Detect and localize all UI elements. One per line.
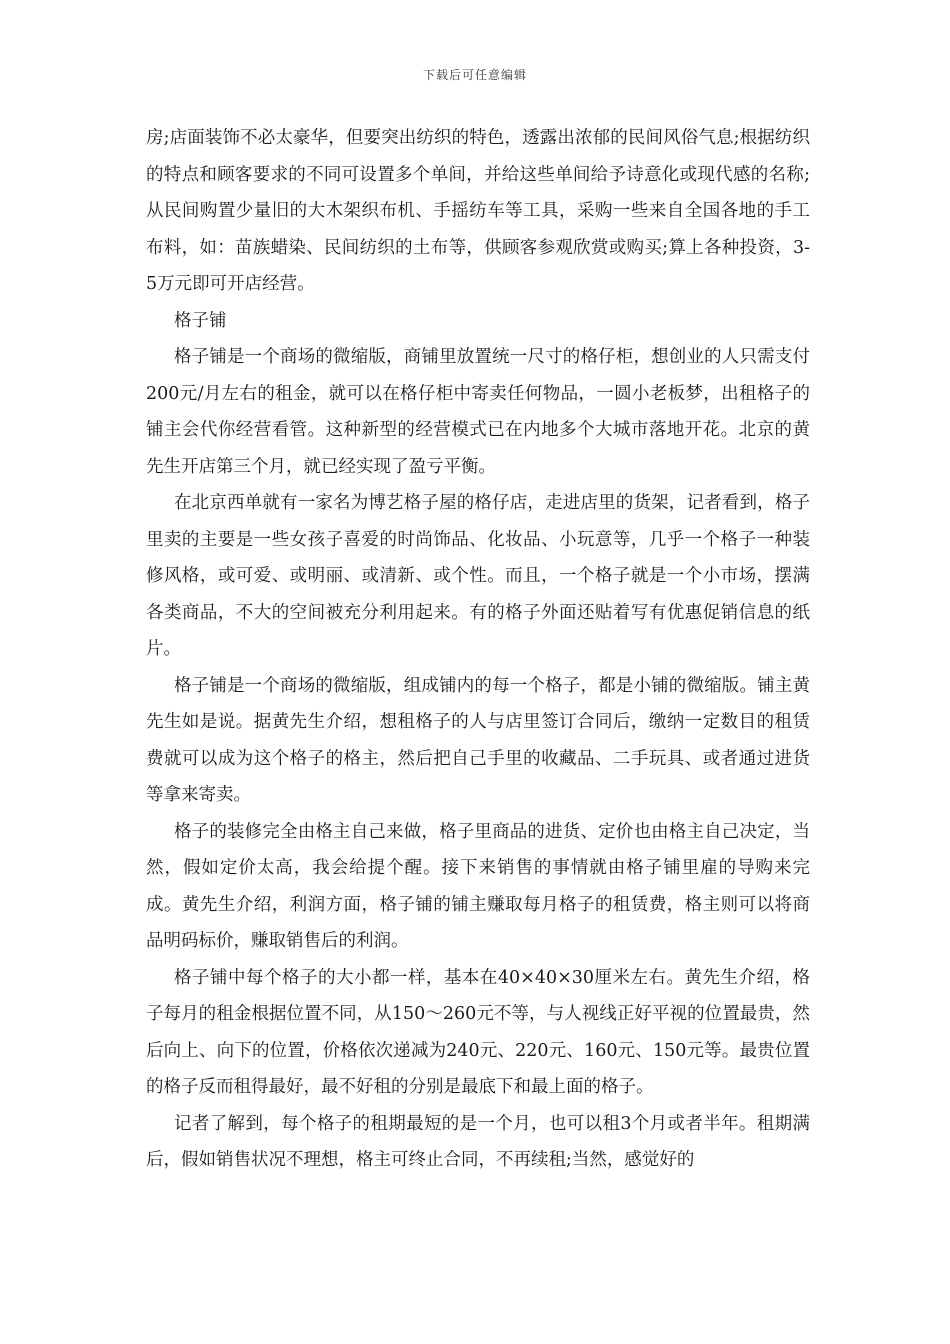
paragraph: 格子铺是一个商场的微缩版，商铺里放置统一尺寸的格仔柜，想创业的人只需支付200元/月左右的租金，就可以在格仔柜中寄卖任何物品，一圆小老板梦，出租格子的铺主会代你经营看管。这种新型的经营模式已在内地多个大城市落地开花。北京的黄先生开店第三个月，就已经实现了盈亏平衡。 (146, 347, 810, 477)
document-body (146, 120, 810, 1179)
paragraph: 格子的装修完全由格主自己来做，格子里商品的进货、定价也由格主自己决定，当然，假如定价太高，我会给提个醒。接下来销售的事情就由格子铺里雇的导购来完成。黄先生介绍，利润方面，格子铺的铺主赚取每月格子的租赁费，格主则可以将商品明码标价，赚取销售后的利润。 (146, 821, 810, 951)
page-header-note: 下载后可任意编辑 (422, 68, 527, 82)
paragraph: 在北京西单就有一家名为博艺格子屋的格仔店，走进店里的货架，记者看到，格子里卖的主要是一些女孩子喜爱的时尚饰品、化妆品、小玩意等，几乎一个格子一种装修风格，或可爱、或明丽、或清新、或个性。而且，一个格子就是一个小市场，摆满各类商品，不大的空间被充分利用起来。有的格子外面还贴着写有优惠促销信息的纸片。 (146, 493, 810, 659)
paragraph-intro-continued: 房;店面装饰不必太豪华，但要突出纺织的特色，透露出浓郁的民间风俗气息;根据纺织的特点和顾客要求的不同可设置多个单间，并给这些单间给予诗意化或现代感的名称;从民间购置少量旧的大木架织布机、手摇纺车等工具，采购一些来自全国各地的手工布料，如：苗族蜡染、民间纺织的土布等，供顾客参观欣赏或购买;算上各种投资，3-5万元即可开店经营。 (146, 128, 810, 294)
paragraph: 记者了解到，每个格子的租期最短的是一个月，也可以租3个月或者半年。租期满后，假如销售状况不理想，格主可终止合同，不再续租;当然，感觉好的 (146, 1113, 810, 1170)
paragraph: 格子铺中每个格子的大小都一样，基本在40×40×30厘米左右。黄先生介绍，格子每月的租金根据位置不同，从150～260元不等，与人视线正好平视的位置最贵，然后向上、向下的位置，价格依次递减为240元、220元、160元、150元等。最贵位置的格子反而租得最好，最不好租的分别是最底下和最上面的格子。 (146, 967, 810, 1097)
paragraph: 格子铺是一个商场的微缩版，组成铺内的每一个格子，都是小铺的微缩版。铺主黄先生如是说。据黄先生介绍，想租格子的人与店里签订合同后，缴纳一定数目的租赁费就可以成为这个格子的格主，然后把自己手里的收藏品、二手玩具、或者通过进货等拿来寄卖。 (146, 675, 810, 805)
section-heading-gezipu: 格子铺 (174, 310, 227, 331)
